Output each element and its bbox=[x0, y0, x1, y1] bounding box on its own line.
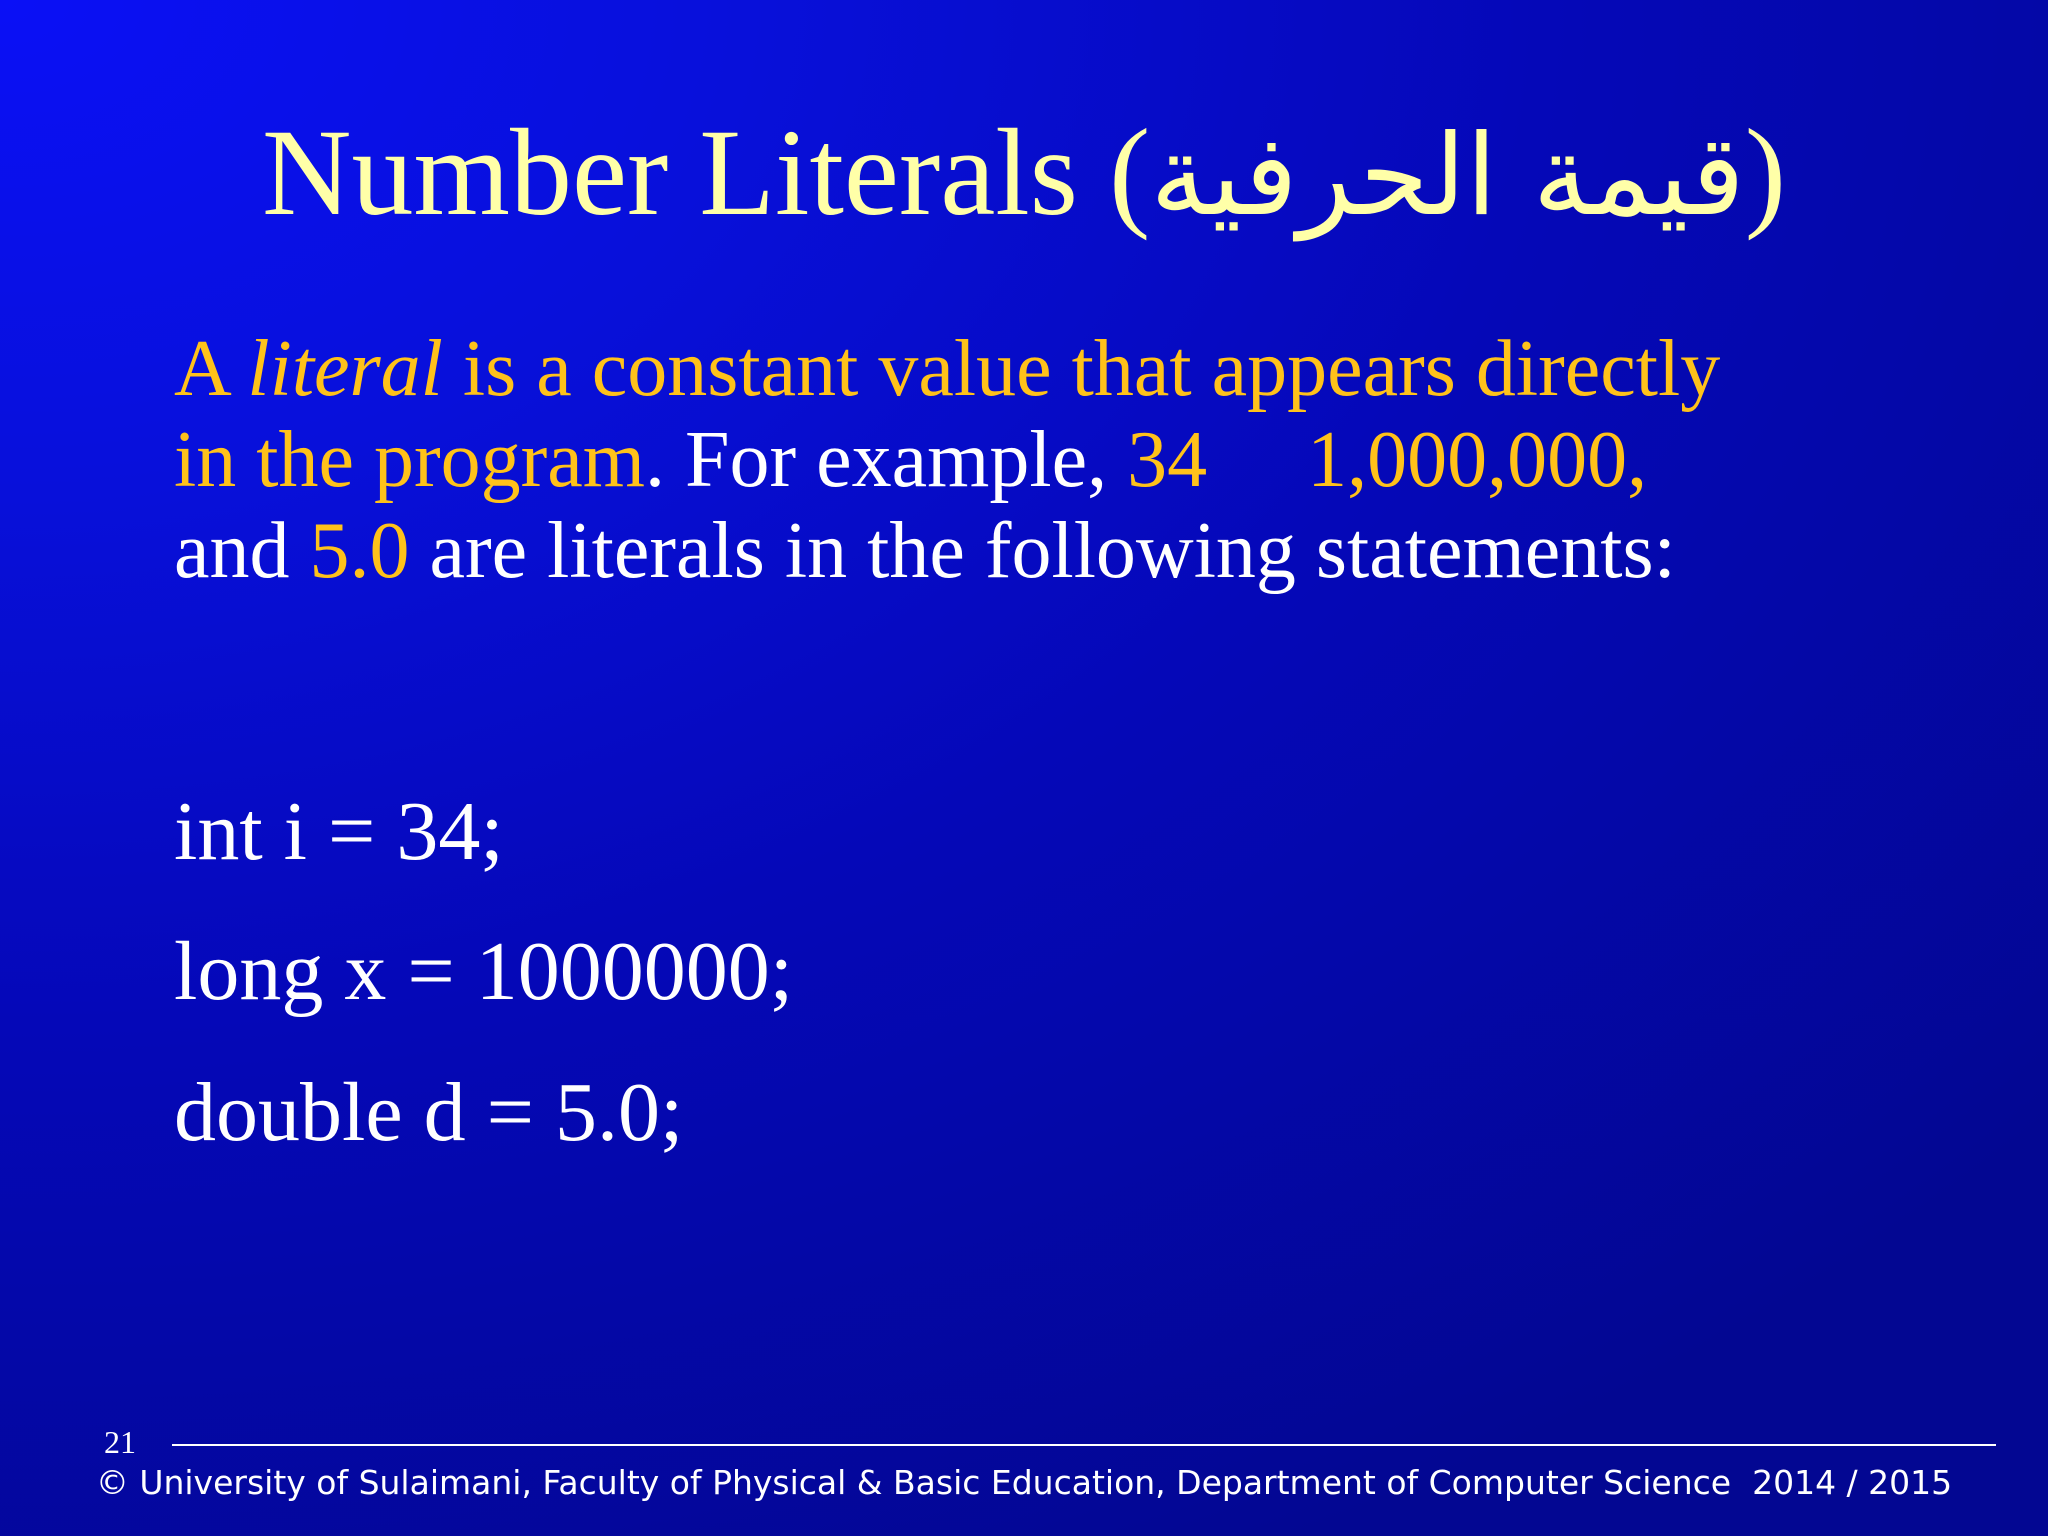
slide-title bbox=[0, 105, 2048, 241]
paragraph-line-1: A literal is a constant value that appears directly bbox=[174, 325, 1721, 413]
paragraph-line-2: in the program. For example, 34 1,000,000, bbox=[174, 416, 1648, 504]
definition-paragraph bbox=[174, 324, 1994, 597]
example-34: 34 bbox=[1127, 416, 1208, 504]
footer-copyright: © University of Sulaimani, Faculty of Physical & Basic Education, Department of Computer Science 2014 / 2015 bbox=[95, 1463, 1953, 1502]
code-statement-double: double d = 5.0; bbox=[174, 1066, 684, 1159]
title-english: Number Literals ( bbox=[261, 104, 1151, 241]
title-arabic: قيمة الحرفية bbox=[1150, 111, 1745, 241]
paragraph-line-3: and 5.0 are literals in the following statements: bbox=[174, 507, 1676, 595]
title-close-paren: ) bbox=[1744, 104, 1787, 241]
code-statement-long: long x = 1000000; bbox=[174, 925, 794, 1018]
example-5-0: 5.0 bbox=[309, 507, 410, 595]
term-literal: literal bbox=[247, 325, 443, 413]
slide-number: 21 bbox=[104, 1424, 136, 1460]
code-statement-int: int i = 34; bbox=[174, 785, 504, 878]
footer-divider bbox=[172, 1444, 1996, 1446]
example-million: 1,000,000, bbox=[1307, 416, 1648, 504]
